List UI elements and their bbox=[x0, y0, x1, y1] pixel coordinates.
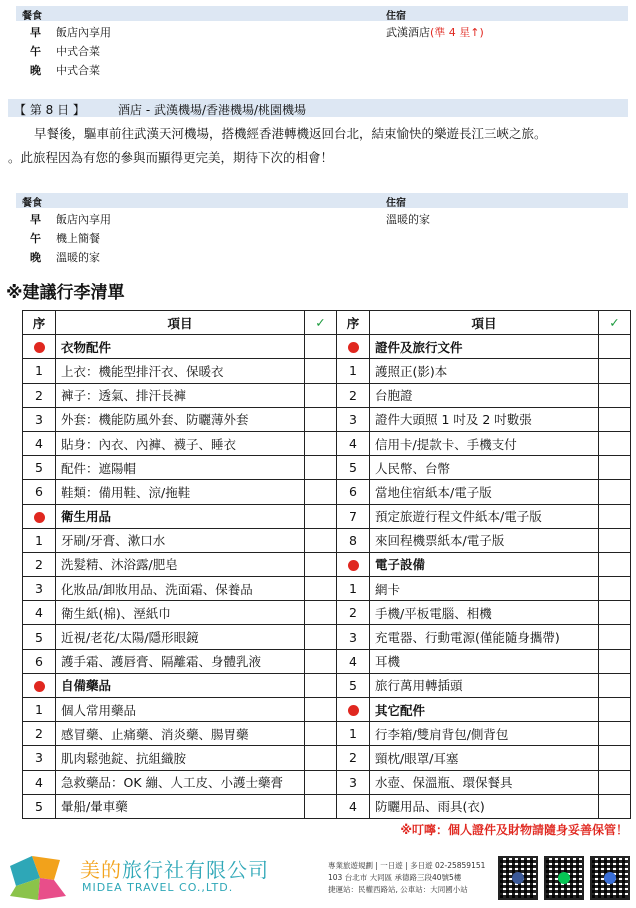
check-box[interactable] bbox=[599, 770, 631, 794]
check-box[interactable] bbox=[599, 456, 631, 480]
meal-row-dinner bbox=[16, 246, 628, 265]
item-number: 2 bbox=[23, 722, 56, 746]
hotel-name: 溫暖的家 bbox=[386, 213, 430, 226]
item-name: 當地住宿紙本/電子版 bbox=[370, 480, 599, 504]
red-dot-icon bbox=[348, 342, 359, 353]
hotel-rating-note: (準 4 星↑) bbox=[430, 26, 484, 39]
table-row bbox=[23, 431, 631, 455]
company-name bbox=[80, 854, 269, 883]
check-box[interactable] bbox=[599, 746, 631, 770]
website-icon bbox=[604, 872, 616, 884]
table-row bbox=[23, 577, 631, 601]
item-number: 2 bbox=[337, 383, 370, 407]
item-name: 證件大頭照 1 吋及 2 吋數張 bbox=[370, 407, 599, 431]
item-number: 1 bbox=[337, 359, 370, 383]
item-name: 配件：遮陽帽 bbox=[56, 456, 305, 480]
red-dot-icon bbox=[34, 681, 45, 692]
item-number: 3 bbox=[337, 625, 370, 649]
day8-meals-block bbox=[16, 193, 628, 265]
company-info-line: 專業旅遊規劃 | 一日遊 | 多日遊 02-25859151 bbox=[328, 861, 486, 870]
item-name: 充電器、行動電源(僅能隨身攜帶) bbox=[370, 625, 599, 649]
item-number: 1 bbox=[23, 359, 56, 383]
item-name: 洗髮精、沐浴露/肥皂 bbox=[56, 552, 305, 576]
table-row bbox=[23, 456, 631, 480]
item-number: 3 bbox=[23, 577, 56, 601]
item-number: 6 bbox=[23, 649, 56, 673]
check-box[interactable] bbox=[599, 625, 631, 649]
category-name: 自備藥品 bbox=[56, 673, 305, 697]
table-row bbox=[23, 770, 631, 794]
day8-label: 【 第 8 日 】 bbox=[14, 103, 85, 117]
item-number: 2 bbox=[23, 383, 56, 407]
day8-closing: 。此旅程因為有您的參與而顯得更完美，期待下次的相會！ bbox=[8, 150, 334, 165]
item-name: 網卡 bbox=[370, 577, 599, 601]
item-name: 信用卡/提款卡、手機支付 bbox=[370, 431, 599, 455]
item-number: 7 bbox=[337, 504, 370, 528]
company-info bbox=[328, 860, 485, 896]
company-info-line: 捷運站：民權西路站, 公車站：大同國小站 bbox=[328, 885, 468, 894]
meal-key: 晚 bbox=[30, 64, 41, 77]
hotel-header: 住宿 bbox=[386, 198, 406, 209]
meals-header: 餐食 bbox=[22, 198, 42, 209]
item-number: 1 bbox=[23, 698, 56, 722]
meal-value: 飯店內享用 bbox=[56, 213, 111, 226]
meal-value: 中式合菜 bbox=[56, 64, 100, 77]
check-box[interactable] bbox=[599, 577, 631, 601]
check-box[interactable] bbox=[599, 407, 631, 431]
check-box[interactable] bbox=[305, 673, 337, 697]
check-box[interactable] bbox=[305, 601, 337, 625]
item-name: 預定旅遊行程文件紙本/電子版 bbox=[370, 504, 599, 528]
check-box[interactable] bbox=[599, 383, 631, 407]
item-name: 鞋類：備用鞋、涼/拖鞋 bbox=[56, 480, 305, 504]
header-check: ✓ bbox=[305, 311, 337, 335]
item-name: 來回程機票紙本/電子版 bbox=[370, 528, 599, 552]
item-name: 褲子：透氣、排汗長褲 bbox=[56, 383, 305, 407]
check-box[interactable] bbox=[305, 383, 337, 407]
item-number: 4 bbox=[23, 431, 56, 455]
meal-row-dinner bbox=[16, 59, 628, 78]
category-dot-icon bbox=[337, 552, 370, 576]
packing-body bbox=[23, 335, 631, 819]
company-logo-icon bbox=[10, 856, 66, 900]
check-box[interactable] bbox=[305, 504, 337, 528]
item-number: 2 bbox=[23, 552, 56, 576]
item-name: 水壺、保溫瓶、環保餐具 bbox=[370, 770, 599, 794]
table-row bbox=[23, 383, 631, 407]
day7-meals-block bbox=[16, 6, 628, 78]
check-box[interactable] bbox=[599, 698, 631, 722]
item-number: 5 bbox=[337, 456, 370, 480]
check-box[interactable] bbox=[305, 552, 337, 576]
check-box[interactable] bbox=[599, 335, 631, 359]
category-name: 證件及旅行文件 bbox=[370, 335, 599, 359]
category-name: 衣物配件 bbox=[56, 335, 305, 359]
day8-meals-header-bar bbox=[16, 193, 628, 208]
table-row bbox=[23, 552, 631, 576]
table-row bbox=[23, 794, 631, 818]
hotel-header: 住宿 bbox=[386, 11, 406, 22]
check-box[interactable] bbox=[305, 528, 337, 552]
company-info-line: 103 台北市 大同區 承德路三段40號5樓 bbox=[328, 873, 462, 882]
header-no: 序 bbox=[23, 311, 56, 335]
item-number: 3 bbox=[23, 407, 56, 431]
item-name: 外套：機能防風外套、防曬薄外套 bbox=[56, 407, 305, 431]
item-number: 4 bbox=[337, 794, 370, 818]
item-number: 4 bbox=[23, 770, 56, 794]
item-name: 旅行萬用轉插頭 bbox=[370, 673, 599, 697]
check-box[interactable] bbox=[599, 431, 631, 455]
check-box[interactable] bbox=[305, 794, 337, 818]
item-number: 2 bbox=[337, 746, 370, 770]
company-name-rest: 旅行社有限公司 bbox=[122, 858, 269, 882]
category-dot-icon bbox=[337, 698, 370, 722]
check-box[interactable] bbox=[305, 625, 337, 649]
meal-row-lunch bbox=[16, 227, 628, 246]
check-box[interactable] bbox=[305, 480, 337, 504]
meal-key: 早 bbox=[30, 213, 41, 226]
table-row bbox=[23, 722, 631, 746]
company-name-accent: 美的 bbox=[80, 858, 122, 882]
category-dot-icon bbox=[23, 504, 56, 528]
check-box[interactable] bbox=[305, 407, 337, 431]
item-name: 衛生紙(棉)、溼紙巾 bbox=[56, 601, 305, 625]
check-box[interactable] bbox=[305, 649, 337, 673]
category-dot-icon bbox=[23, 673, 56, 697]
red-dot-icon bbox=[348, 560, 359, 571]
table-row bbox=[23, 407, 631, 431]
item-number: 4 bbox=[337, 649, 370, 673]
item-number: 1 bbox=[337, 577, 370, 601]
meal-row-breakfast bbox=[16, 21, 628, 40]
item-name: 頸枕/眼罩/耳塞 bbox=[370, 746, 599, 770]
check-box[interactable] bbox=[305, 770, 337, 794]
meals-header: 餐食 bbox=[22, 11, 42, 22]
check-box[interactable] bbox=[599, 528, 631, 552]
check-box[interactable] bbox=[599, 359, 631, 383]
meal-value: 飯店內享用 bbox=[56, 26, 111, 39]
meal-value: 中式合菜 bbox=[56, 45, 100, 58]
day7-meals-header-bar bbox=[16, 6, 628, 21]
day8-title-bar bbox=[8, 99, 628, 117]
check-box[interactable] bbox=[305, 746, 337, 770]
header-item: 項目 bbox=[56, 311, 305, 335]
item-number: 6 bbox=[23, 480, 56, 504]
item-name: 牙刷/牙膏、漱口水 bbox=[56, 528, 305, 552]
category-dot-icon bbox=[23, 335, 56, 359]
header-no: 序 bbox=[337, 311, 370, 335]
table-row bbox=[23, 359, 631, 383]
check-box[interactable] bbox=[305, 359, 337, 383]
item-number: 1 bbox=[337, 722, 370, 746]
item-number: 5 bbox=[23, 794, 56, 818]
item-name: 上衣：機能型排汗衣、保暖衣 bbox=[56, 359, 305, 383]
item-name: 個人常用藥品 bbox=[56, 698, 305, 722]
packing-list-title: ※建議行李清單 bbox=[6, 283, 125, 303]
day8-route: 酒店 - 武漢機場/香港機場/桃園機場 bbox=[118, 103, 307, 117]
day8-description: 早餐後，驅車前往武漢天河機場，搭機經香港轉機返回台北，結束愉快的樂遊長江三峽之旅。 bbox=[34, 126, 547, 141]
hotel-name-text: 武漢酒店 bbox=[386, 26, 430, 39]
item-number: 3 bbox=[337, 407, 370, 431]
item-name: 手機/平板電腦、相機 bbox=[370, 601, 599, 625]
item-name: 防曬用品、雨具(衣) bbox=[370, 794, 599, 818]
check-box[interactable] bbox=[305, 335, 337, 359]
meal-key: 晚 bbox=[30, 251, 41, 264]
item-number: 5 bbox=[337, 673, 370, 697]
meal-key: 午 bbox=[30, 232, 41, 245]
red-dot-icon bbox=[348, 705, 359, 716]
item-number: 5 bbox=[23, 456, 56, 480]
check-box[interactable] bbox=[599, 480, 631, 504]
check-box[interactable] bbox=[305, 431, 337, 455]
table-row bbox=[23, 625, 631, 649]
table-row bbox=[23, 673, 631, 697]
check-box[interactable] bbox=[599, 552, 631, 576]
item-number: 3 bbox=[23, 746, 56, 770]
item-name: 暈船/暈車藥 bbox=[56, 794, 305, 818]
item-number: 6 bbox=[337, 480, 370, 504]
check-box[interactable] bbox=[599, 649, 631, 673]
item-name: 人民幣、台幣 bbox=[370, 456, 599, 480]
table-row bbox=[23, 528, 631, 552]
footer bbox=[0, 848, 636, 908]
table-row bbox=[23, 480, 631, 504]
table-row bbox=[23, 649, 631, 673]
table-row bbox=[23, 698, 631, 722]
red-dot-icon bbox=[34, 342, 45, 353]
check-box[interactable] bbox=[599, 601, 631, 625]
check-box[interactable] bbox=[599, 722, 631, 746]
meal-value: 機上簡餐 bbox=[56, 232, 100, 245]
header-item: 項目 bbox=[370, 311, 599, 335]
check-box[interactable] bbox=[305, 456, 337, 480]
header-check: ✓ bbox=[599, 311, 631, 335]
check-box[interactable] bbox=[305, 698, 337, 722]
item-name: 化妝品/卸妝用品、洗面霜、保養品 bbox=[56, 577, 305, 601]
item-name: 感冒藥、止痛藥、消炎藥、腸胃藥 bbox=[56, 722, 305, 746]
packing-table bbox=[22, 310, 631, 819]
table-row bbox=[23, 504, 631, 528]
meal-row-breakfast bbox=[16, 208, 628, 227]
red-dot-icon bbox=[34, 512, 45, 523]
item-number: 4 bbox=[23, 601, 56, 625]
item-number: 2 bbox=[337, 601, 370, 625]
check-box[interactable] bbox=[599, 504, 631, 528]
item-name: 肌肉鬆弛錠、抗組織胺 bbox=[56, 746, 305, 770]
hotel-name bbox=[386, 24, 484, 40]
item-number: 8 bbox=[337, 528, 370, 552]
item-number: 1 bbox=[23, 528, 56, 552]
item-name: 貼身：內衣、內褲、襪子、睡衣 bbox=[56, 431, 305, 455]
item-name: 耳機 bbox=[370, 649, 599, 673]
item-name: 近視/老花/太陽/隱形眼鏡 bbox=[56, 625, 305, 649]
category-name: 其它配件 bbox=[370, 698, 599, 722]
item-name: 台胞證 bbox=[370, 383, 599, 407]
meal-row-lunch bbox=[16, 40, 628, 59]
meal-key: 午 bbox=[30, 45, 41, 58]
meal-key: 早 bbox=[30, 26, 41, 39]
check-box[interactable] bbox=[599, 794, 631, 818]
category-dot-icon bbox=[337, 335, 370, 359]
reminder-note: ※叮嚀：個人證件及財物請隨身妥善保管！ bbox=[400, 823, 628, 837]
item-number: 3 bbox=[337, 770, 370, 794]
check-box[interactable] bbox=[305, 577, 337, 601]
check-box[interactable] bbox=[599, 673, 631, 697]
category-name: 衛生用品 bbox=[56, 504, 305, 528]
table-row bbox=[23, 601, 631, 625]
item-name: 行李箱/雙肩背包/側背包 bbox=[370, 722, 599, 746]
table-row bbox=[23, 746, 631, 770]
meal-value: 溫暖的家 bbox=[56, 251, 100, 264]
item-number: 4 bbox=[337, 431, 370, 455]
item-name: 護手霜、護唇膏、隔離霜、身體乳液 bbox=[56, 649, 305, 673]
company-name-en: MIDEA TRAVEL CO.,LTD. bbox=[82, 881, 234, 894]
line-icon bbox=[558, 872, 570, 884]
facebook-icon bbox=[512, 872, 524, 884]
packing-header-row bbox=[23, 311, 631, 335]
check-box[interactable] bbox=[305, 722, 337, 746]
table-row bbox=[23, 335, 631, 359]
item-number: 5 bbox=[23, 625, 56, 649]
item-name: 急救藥品：OK 繃、人工皮、小護士藥膏 bbox=[56, 770, 305, 794]
item-name: 護照正(影)本 bbox=[370, 359, 599, 383]
category-name: 電子設備 bbox=[370, 552, 599, 576]
